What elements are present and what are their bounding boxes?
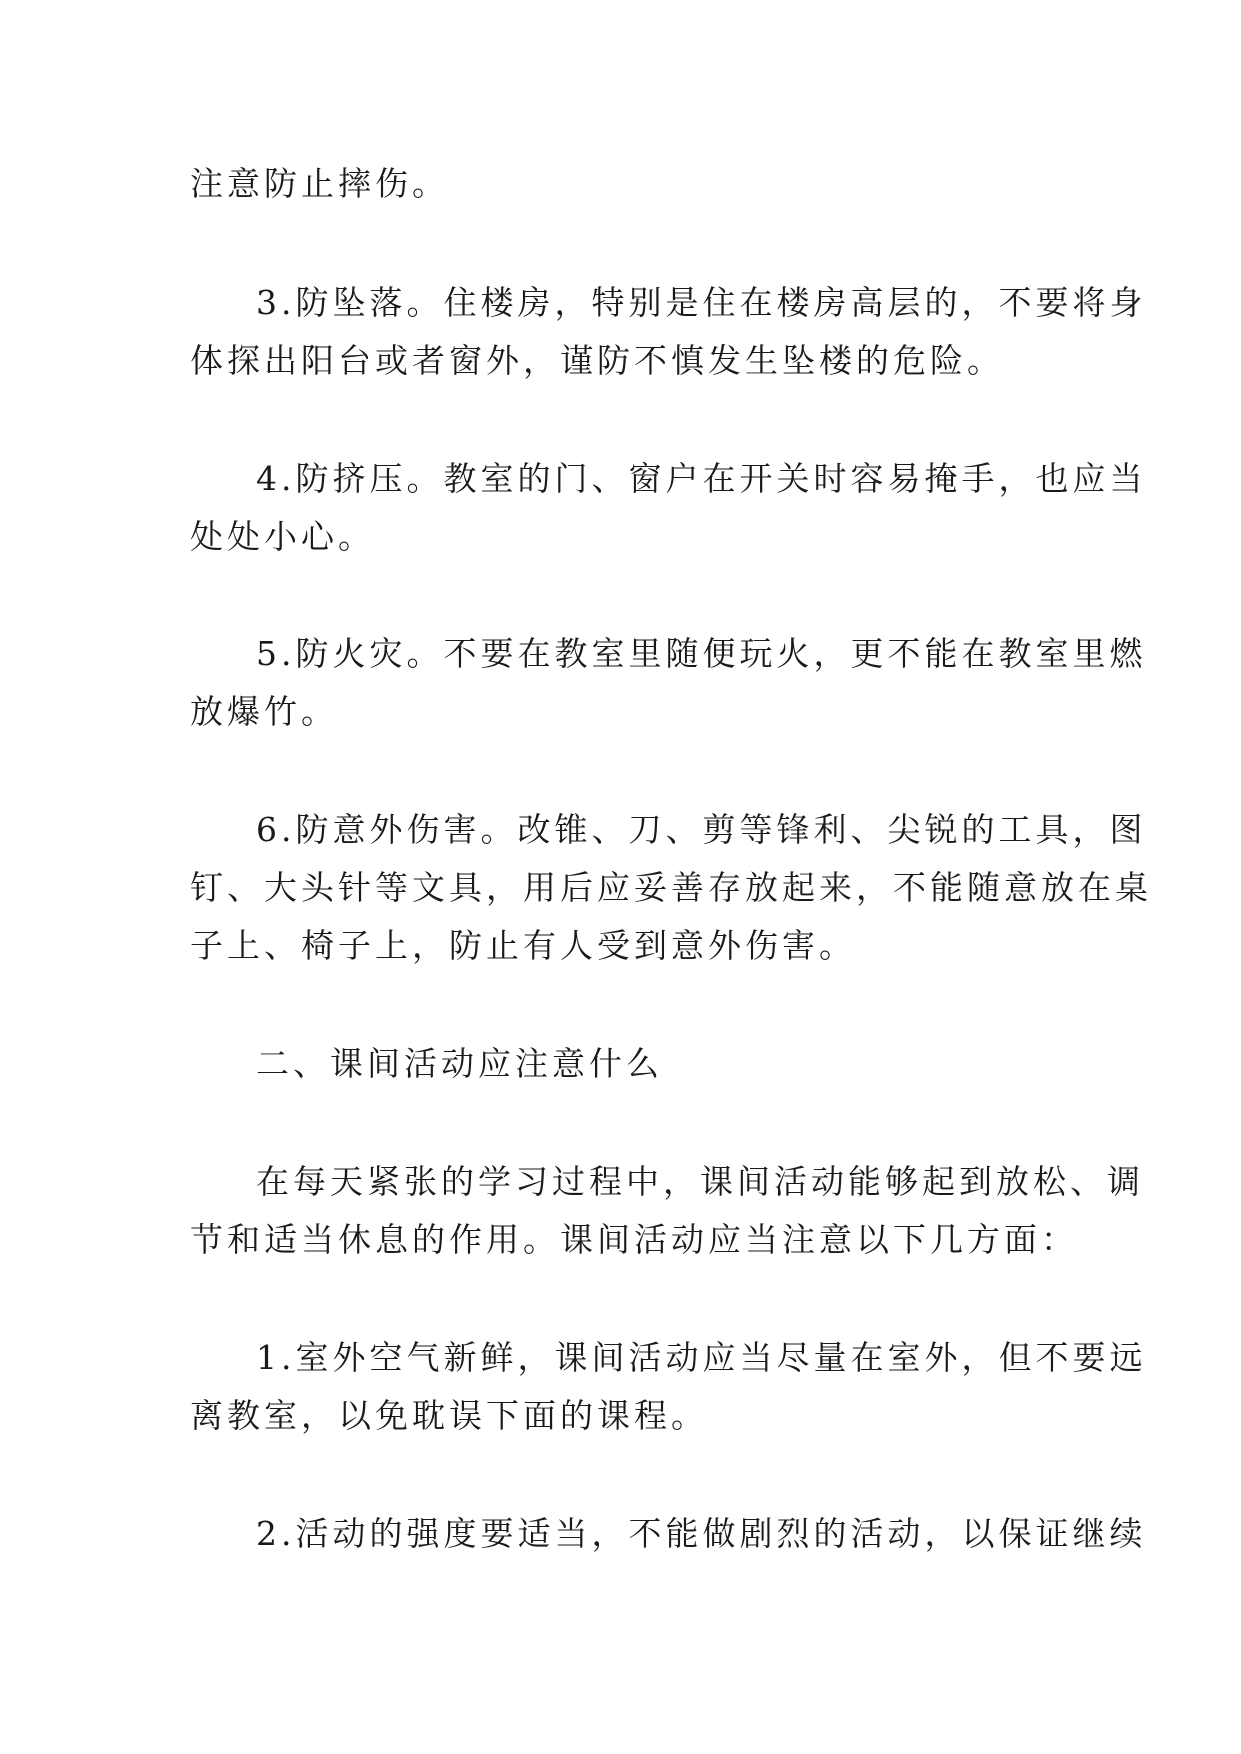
paragraph-line: 6.防意外伤害。改锥、刀、剪等锋利、尖锐的工具，图 <box>256 810 1147 849</box>
paragraph-line: 1.室外空气新鲜，课间活动应当尽量在室外，但不要远 <box>256 1338 1147 1377</box>
paragraph-line: 2.活动的强度要适当，不能做剧烈的活动，以保证继续 <box>256 1514 1147 1553</box>
paragraph-line: 子上、椅子上，防止有人受到意外伤害。 <box>190 926 856 965</box>
paragraph-line: 5.防火灾。不要在教室里随便玩火，更不能在教室里燃 <box>256 634 1147 673</box>
paragraph-line: 体探出阳台或者窗外，谨防不慎发生坠楼的危险。 <box>190 341 1004 380</box>
paragraph-line: 离教室，以免耽误下面的课程。 <box>190 1396 708 1435</box>
paragraph-line: 注意防止摔伤。 <box>190 164 449 203</box>
paragraph-line: 节和适当休息的作用。课间活动应当注意以下几方面： <box>190 1220 1078 1259</box>
paragraph-line: 放爆竹。 <box>190 692 338 731</box>
paragraph-line: 4.防挤压。教室的门、窗户在开关时容易掩手，也应当 <box>256 459 1147 498</box>
paragraph-line: 在每天紧张的学习过程中，课间活动能够起到放松、调 <box>256 1162 1144 1201</box>
paragraph-line: 处处小心。 <box>190 517 375 556</box>
paragraph-line: 3.防坠落。住楼房，特别是住在楼房高层的，不要将身 <box>256 283 1147 322</box>
section-heading: 二、课间活动应注意什么 <box>256 1044 663 1083</box>
paragraph-line: 钉、大头针等文具，用后应妥善存放起来，不能随意放在桌 <box>190 868 1152 907</box>
